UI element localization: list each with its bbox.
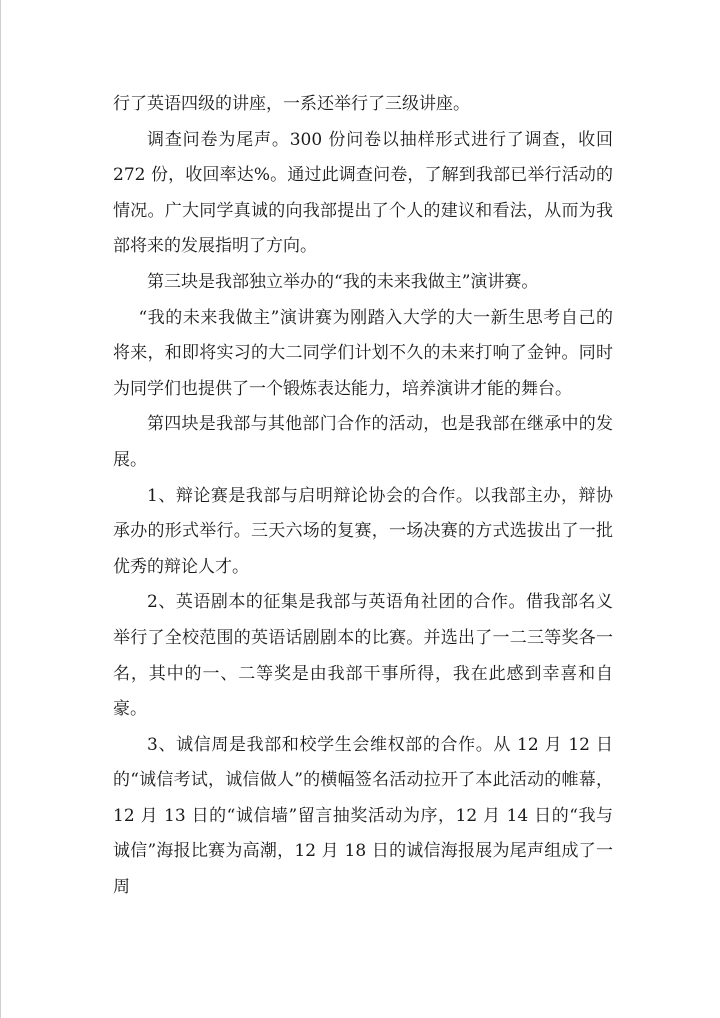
paragraph-continuation: 行了英语四级的讲座，一系还举行了三级讲座。 (113, 94, 470, 114)
paragraph-part-three: 第三块是我部独立举办的“我的未来我做主”演讲赛。 (147, 271, 539, 292)
paragraph-debate: 1、辩论赛是我部与启明辩论协会的合作。以我部主办，辩协承办的形式举行。三天六场的复赛，一场决赛的方式选拔出了一批优秀的辩论人才。 (113, 485, 613, 577)
paragraph-part-four: 第四块是我部与其他部门合作的活动，也是我部在继承中的发展。 (113, 414, 613, 470)
paragraph-speech-contest: “我的未来我做主”演讲赛为刚踏入大学的大一新生思考自己的将来，和即将实习的大二同学们计划不久的未来打响了金钟。同时为同学们也提供了一个锻炼表达能力，培养演讲才能的舞台。 (113, 307, 613, 399)
paragraph-english-script: 2、英语剧本的征集是我部与英语角社团的合作。借我部名义举行了全校范围的英语话剧剧本的比赛。并选出了一二三等奖各一名，其中的一、二等奖是由我部干事所得，我在此感到幸喜和自豪。 (113, 592, 613, 720)
document-body (113, 87, 613, 906)
paragraph-integrity-week: 3、诚信周是我部和校学生会维权部的合作。从 12 月 12 日的“诚信考试，诚信做人”的横幅签名活动拉开了本此活动的帷幕，12 月 13 日的“诚信墙”留言抽奖活动为序，12 月 14 日的“我与诚信”海报比赛为高潮，12 月 18 日的诚信海报展为尾声组成了一周 (113, 734, 613, 898)
paragraph-survey: 调查问卷为尾声。300 份问卷以抽样形式进行了调查，收回 272 份，收回率达%。通过此调查问卷，了解到我部已举行活动的情况。广大同学真诚的向我部提出了个人的建议和看法，从而为我部将来的发展指明了方向。 (113, 129, 613, 257)
